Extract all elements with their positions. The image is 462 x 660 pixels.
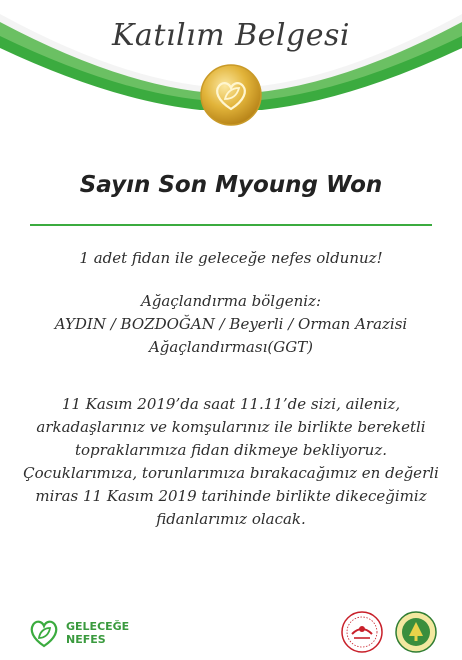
participation-statement: 1 adet fidan ile geleceğe nefes oldunuz! — [79, 249, 383, 267]
region-value: AYDIN / BOZDOĞAN / Beyerli / Orman Arazisi — [54, 315, 408, 333]
ministry-seal-icon — [340, 610, 384, 654]
forestry-seal-icon — [394, 610, 438, 654]
certificate-title: Katılım Belgesi — [112, 18, 350, 53]
logo-text — [66, 620, 129, 646]
heart-leaf-medal-icon — [199, 63, 263, 127]
region-suffix: Ağaçlandırması(GGT) — [148, 338, 314, 356]
logo-text-line2: NEFES — [66, 633, 106, 646]
divider — [30, 224, 432, 226]
region-block — [22, 290, 440, 359]
recipient-name: Sayın Son Myoung Won — [79, 172, 383, 198]
region-label: Ağaçlandırma bölgeniz: — [140, 292, 321, 310]
invitation-message: 11 Kasım 2019’da saat 11.11’de sizi, aileniz, arkadaşlarınız ve komşularınız ile birlikte bereketli topraklarımıza fidan dikmeye bekliyoruz. Çocuklarımıza, torunlarımıza bırakacağımız en değerli miras 11 Kasım 2019 tarihinde birlikte dikeceğimiz fidanlarımız olacak. — [23, 395, 439, 528]
logo-text-line1: GELECEĞE — [66, 620, 130, 633]
